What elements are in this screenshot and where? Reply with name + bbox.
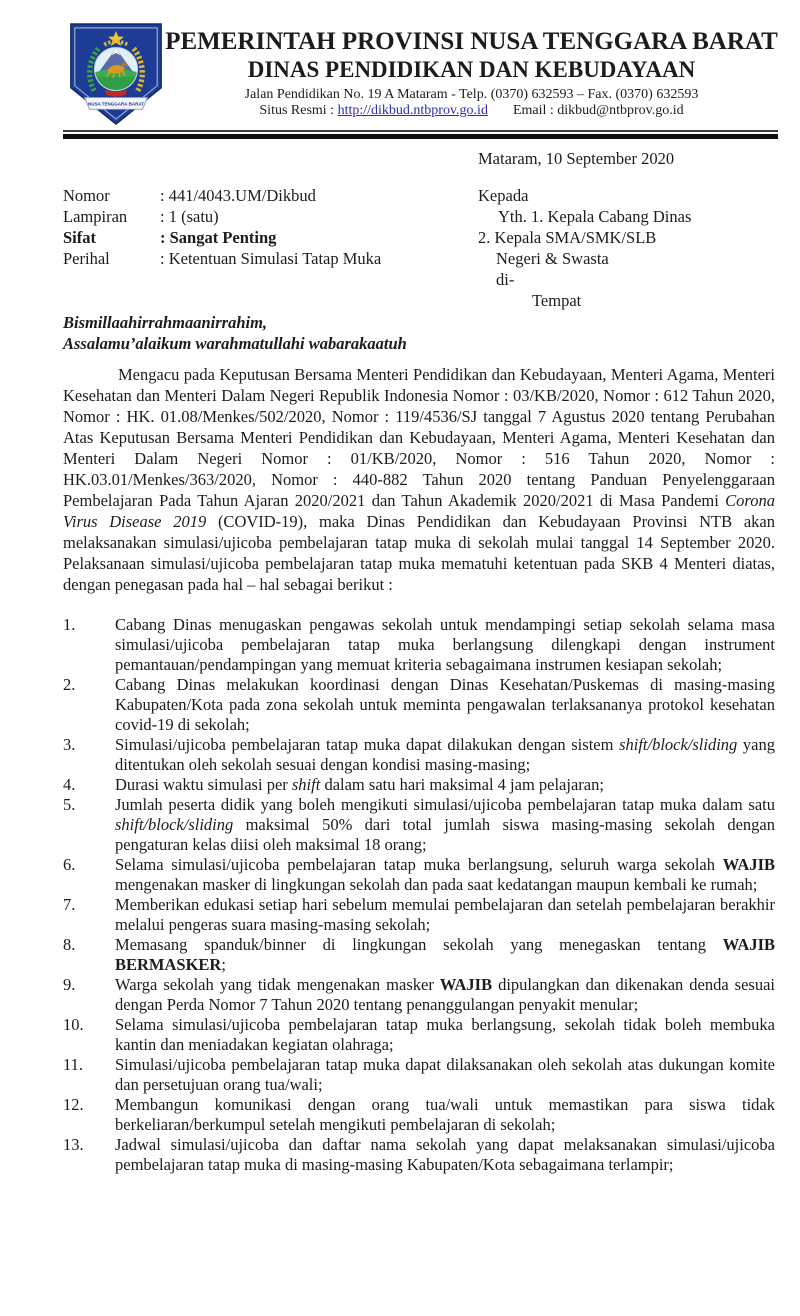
recipient-line: Tempat (532, 291, 582, 310)
recipient-line: Kepada (478, 186, 529, 205)
list-item (63, 935, 775, 975)
item-number: 3. (63, 735, 76, 754)
item-text: Jadwal simulasi/ujicoba dan daftar nama sekolah yang dapat melaksanakan simulasi/ujicoba pembelajaran tatap muka di masing-masing Kabupaten/Kota sebagaimana terlampir; (115, 1135, 775, 1174)
email-address: dikbud@ntbprov.go.id (557, 103, 684, 119)
meta-value: : Sangat Penting (160, 228, 277, 247)
meta-label: Lampiran (63, 207, 128, 226)
list-item (63, 975, 775, 1015)
recipient-line: 2. Kepala SMA/SMK/SLB (478, 228, 657, 247)
ntb-crest-logo (67, 22, 165, 126)
list-item (63, 895, 775, 935)
item-number: 8. (63, 935, 76, 954)
recipient-line: Yth. 1. Kepala Cabang Dinas (498, 207, 692, 226)
item-number: 4. (63, 775, 76, 794)
item-text: Membangun komunikasi dengan orang tua/wali untuk memastikan para siswa tidak berkeliaran/berkumpul setelah mengikuti pembelajaran di sekolah; (115, 1095, 775, 1134)
letterhead (63, 22, 778, 126)
meta-label: Nomor (63, 186, 110, 205)
item-number: 12. (63, 1095, 84, 1114)
website-link[interactable]: http://dikbud.ntbprov.go.id (337, 103, 488, 119)
meta-value: : Ketentuan Simulasi Tatap Muka (160, 249, 382, 268)
salutation (63, 312, 778, 354)
address-line: Jalan Pendidikan No. 19 A Mataram - Telp. (0370) 632593 – Fax. (0370) 632593 (244, 86, 699, 102)
item-number: 1. (63, 615, 76, 634)
meta-row-nomor (63, 185, 478, 206)
header-rule-thick (63, 134, 778, 139)
item-text: Warga sekolah yang tidak mengenakan masker WAJIB dipulangkan dan dikenakan denda sesuai dengan Perda Nomor 7 Tahun 2020 tentang penanggulangan penyakit menular; (115, 975, 775, 1014)
website-email-line (165, 103, 778, 119)
item-number: 5. (63, 795, 76, 814)
recipient-line: Negeri & Swasta (496, 249, 609, 268)
meta-value: : 1 (satu) (160, 207, 219, 226)
meta-row-perihal (63, 248, 478, 269)
item-text: Memasang spanduk/binner di lingkungan sekolah yang menegaskan tentang WAJIB BERMASKER; (115, 935, 775, 974)
item-number: 7. (63, 895, 76, 914)
recipient-line: di- (496, 270, 515, 289)
item-text: Jumlah peserta didik yang boleh mengikuti simulasi/ujicoba pembelajaran tatap muka dalam satu shift/block/sliding maksimal 50% dari total jumlah siswa masing-masing sekolah dengan pengaturan kelas diisi oleh maksimal 18 orang; (115, 795, 775, 854)
item-text: Selama simulasi/ujicoba pembelajaran tatap muka berlangsung, sekolah tidak boleh membuka kantin dan meniadakan kegiatan olahraga; (115, 1015, 775, 1054)
item-number: 9. (63, 975, 76, 994)
website-label: Situs Resmi : (259, 103, 335, 119)
item-text: Simulasi/ujicoba pembelajaran tatap muka dapat dilaksanakan oleh sekolah atas dukungan komite dan persetujuan orang tua/wali; (115, 1055, 775, 1094)
meta-row-lampiran (63, 206, 478, 227)
letterhead-text (165, 22, 778, 119)
item-text: Selama simulasi/ujicoba pembelajaran tatap muka berlangsung, seluruh warga sekolah WAJIB mengenakan masker di lingkungan sekolah dan pada saat kedatangan maupun kembali ke rumah; (115, 855, 775, 894)
salutation-line-1: Bismillaahirrahmaanirrahim, (63, 313, 268, 332)
list-item (63, 1015, 775, 1055)
recipient-block (478, 185, 778, 311)
provisions-list (63, 615, 775, 1175)
list-item (63, 775, 775, 795)
list-item (63, 1095, 775, 1135)
meta-fields (63, 185, 478, 311)
item-text: Cabang Dinas melakukan koordinasi dengan Dinas Kesehatan/Puskemas di masing-masing Kabupaten/Kota pada zona sekolah untuk meminta pengawalan terlaksananya protokol kesehatan covid-19 di sekolah; (115, 675, 775, 734)
email-label: Email : (512, 103, 554, 119)
list-item (63, 735, 775, 775)
meta-label: Perihal (63, 249, 110, 268)
ntb-crest-icon (67, 22, 165, 126)
item-text: Memberikan edukasi setiap hari sebelum memulai pembelajaran dan setelah pembelajaran berakhir melalui pengeras suara masing-masing sekolah; (115, 895, 775, 934)
list-item (63, 675, 775, 735)
opening-paragraph: Mengacu pada Keputusan Bersama Menteri Pendidikan dan Kebudayaan, Menteri Agama, Menteri Kesehatan dan Menteri Dalam Negeri Republik Indonesia Nomor : 03/KB/2020, Nomor : 612 Tahun 2020, Nomor : HK. 01.08/Menkes/502/2020, Nomor : 119/4536/SJ tanggal 7 Agustus 2020 tentang Perubahan Atas Keputusan Bersama Menteri Pendidikan dan Kebudayaan, Menteri Agama, Menteri Kesehatan dan Menteri Dalam Negeri Nomor : 01/KB/2020, Nomor : 516 Tahun 2020, Nomor : HK.03.01/Menkes/363/2020, Nomor : 440-882 Tahun 2020 tentang Panduan Penyelenggaraan Pembelajaran Pada Tahun Ajaran 2020/2021 dan Tahun Akademik 2020/2021 di Masa Pandemi Corona Virus Disease 2019 (COVID-19), maka Dinas Pendidikan dan Kebudayaan Provinsi NTB akan melaksanakan simulasi/ujicoba pembelajaran tatap muka di sekolah mulai tanggal 14 September 2020. Pelaksanaan simulasi/ujicoba pembelajaran tatap muka mematuhi ketentuan pada SKB 4 Menteri diatas, dengan penegasan pada hal – hal sebagai berikut : (63, 365, 775, 594)
meta-value: : 441/4043.UM/Dikbud (160, 186, 316, 205)
list-item (63, 855, 775, 895)
item-text: Durasi waktu simulasi per shift dalam satu hari maksimal 4 jam pelajaran; (115, 775, 604, 794)
crest-ribbon-text: NUSA TENGGARA BARAT (87, 101, 145, 107)
list-item (63, 615, 775, 675)
item-number: 6. (63, 855, 76, 874)
item-number: 11. (63, 1055, 84, 1074)
list-item (63, 795, 775, 855)
item-number: 2. (63, 675, 76, 694)
government-title: PEMERINTAH PROVINSI NUSA TENGGARA BARAT (165, 28, 778, 55)
item-number: 13. (63, 1135, 84, 1154)
list-item (63, 1135, 775, 1175)
item-number: 10. (63, 1015, 84, 1034)
department-title: DINAS PENDIDIKAN DAN KEBUDAYAAN (247, 57, 696, 82)
header-rule-thin (63, 130, 778, 132)
letter-meta (63, 185, 778, 311)
meta-row-sifat (63, 227, 478, 248)
item-text: Cabang Dinas menugaskan pengawas sekolah untuk mendampingi setiap sekolah selama masa simulasi/ujicoba pembelajaran tatap muka berlangsung dilengkapi dengan instrument pemantauan/pendampingan yang memuat kriteria sebagaimana instrumen kesiapan sekolah; (115, 615, 775, 674)
item-text: Simulasi/ujicoba pembelajaran tatap muka dapat dilakukan dengan sistem shift/block/sliding yang ditentukan oleh sekolah sesuai dengan kondisi masing-masing; (115, 735, 776, 774)
dateline: Mataram, 10 September 2020 (478, 149, 675, 168)
salutation-line-2: Assalamu’alaikum warahmatullahi wabarakaatuh (63, 334, 407, 353)
meta-label: Sifat (63, 228, 96, 247)
list-item (63, 1055, 775, 1095)
